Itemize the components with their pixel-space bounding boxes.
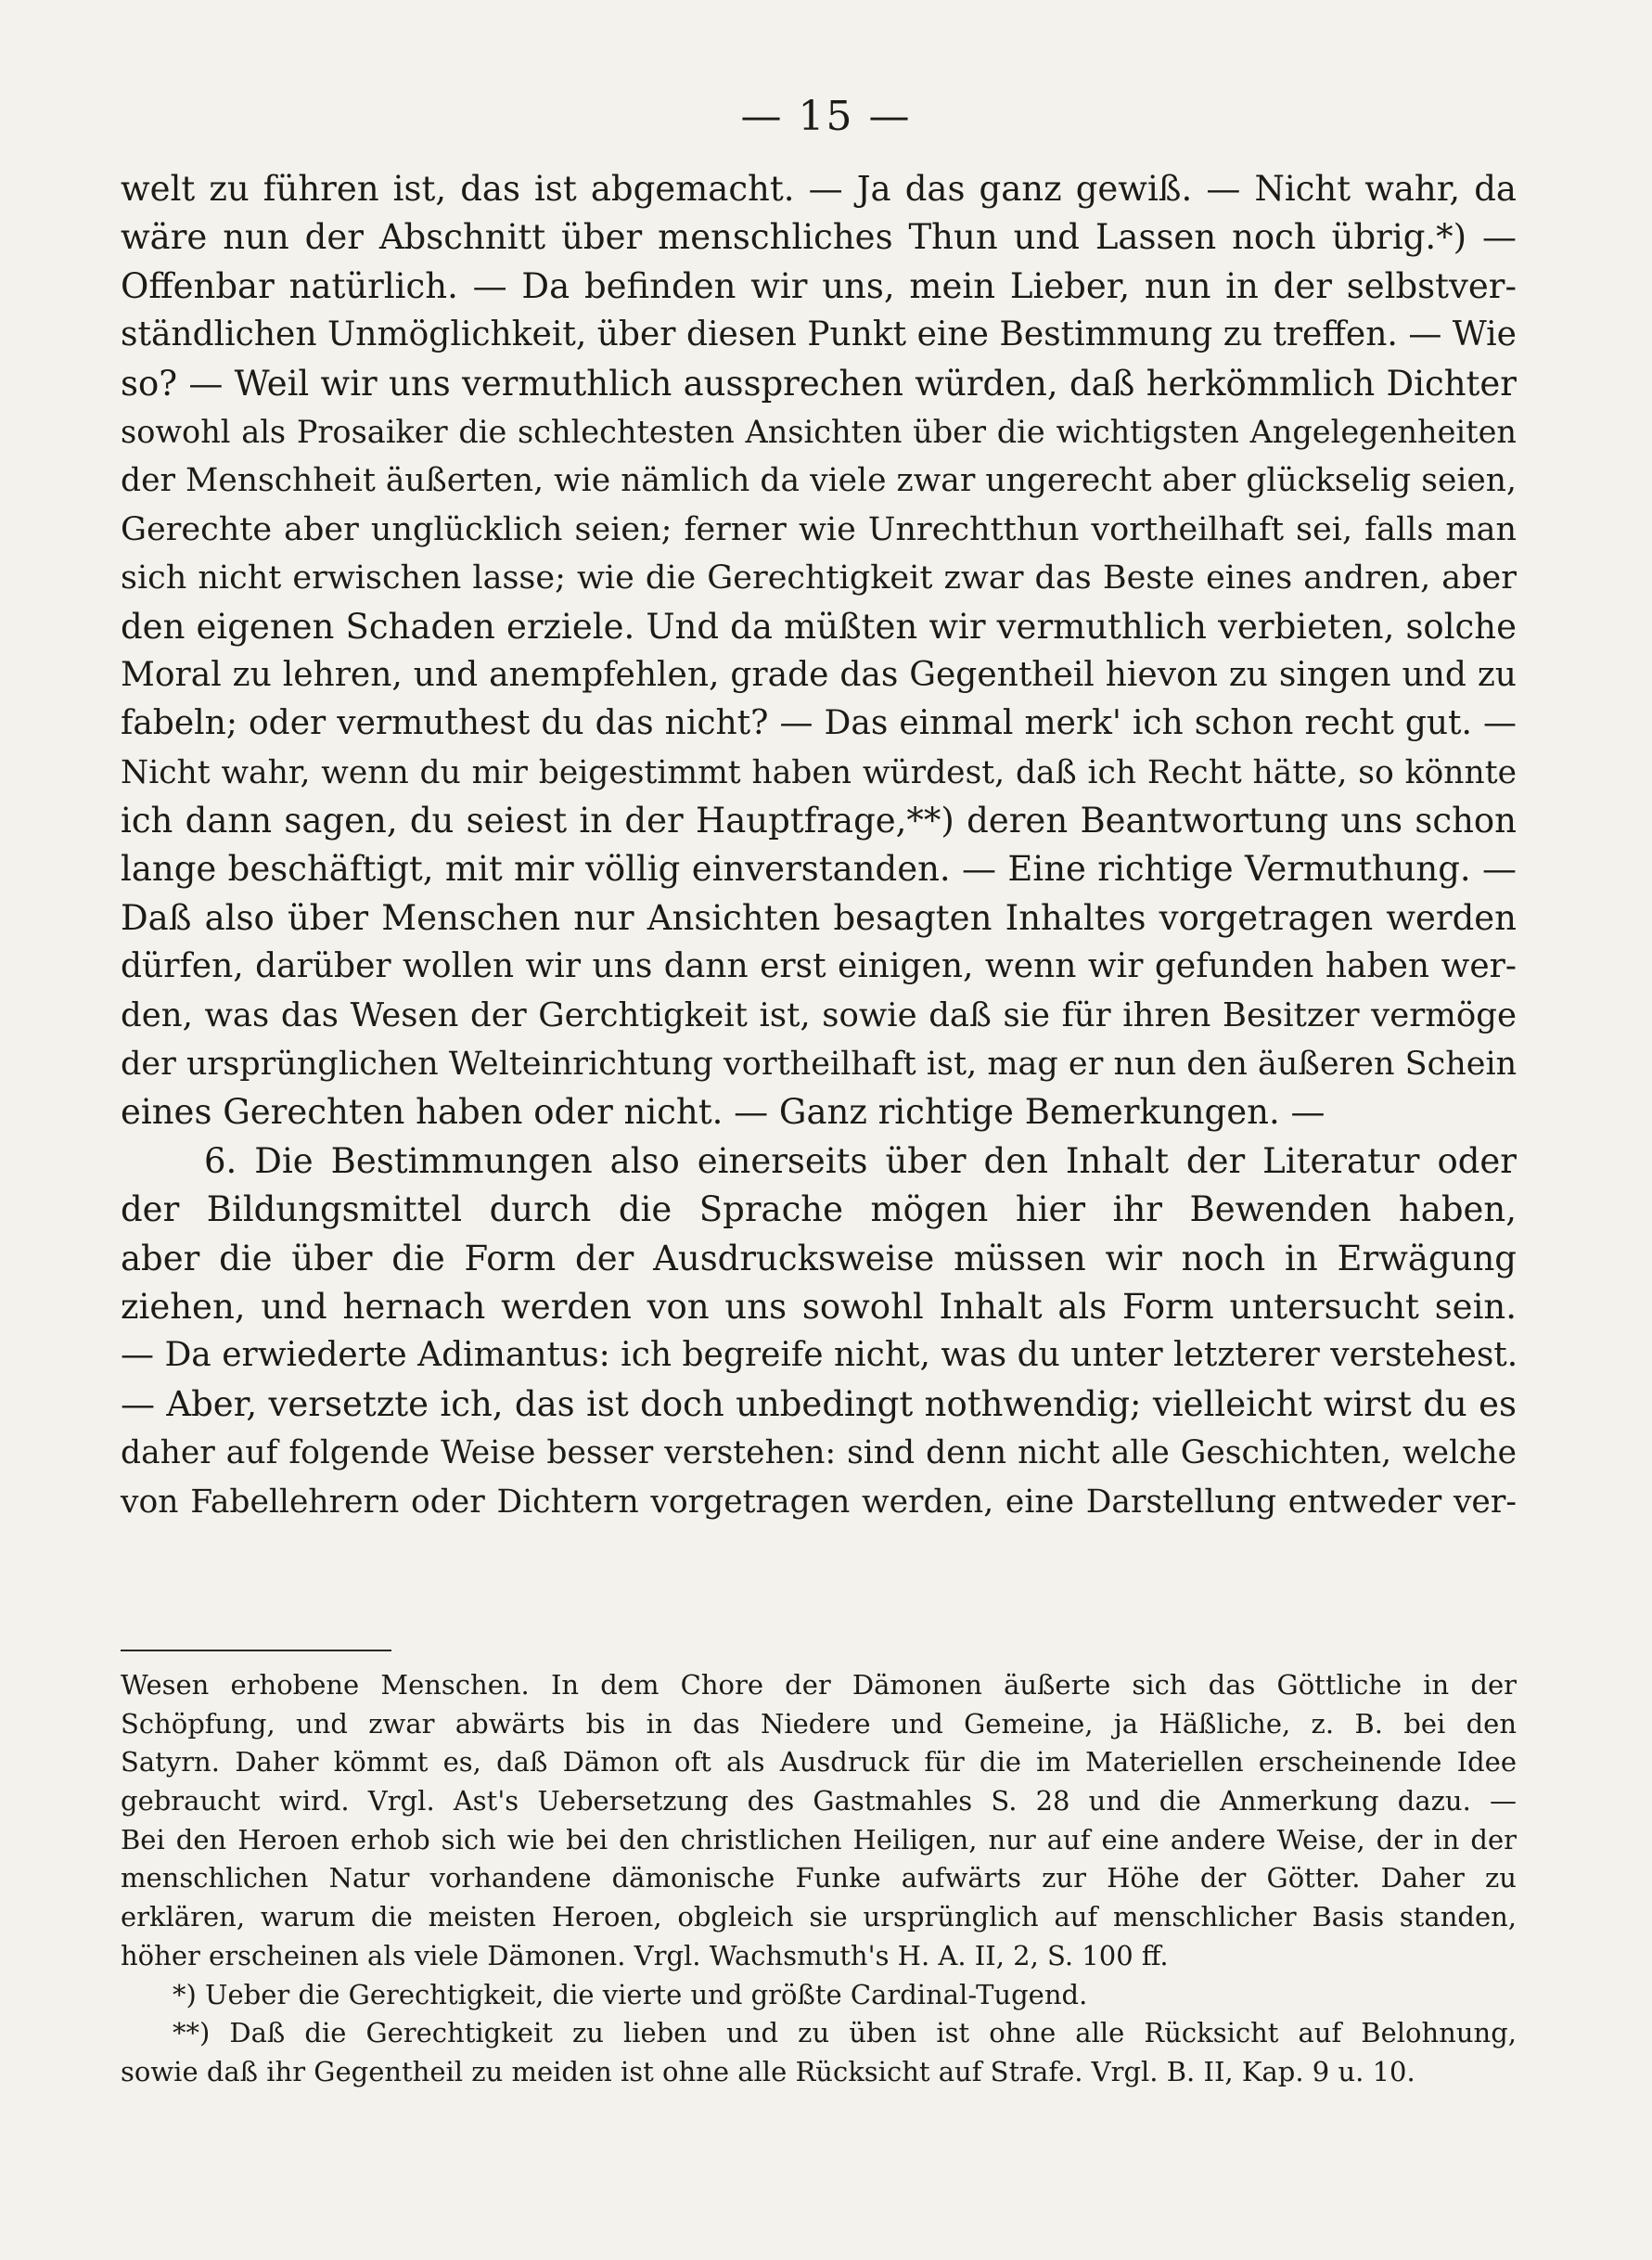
text-line: Moral zu lehren, und anempfehlen, grade das Gegentheil hievon zu singen und zu <box>121 655 1517 694</box>
text-line: sich nicht erwischen lasse; wie die Gerechtigkeit zwar das Beste eines andren, aber <box>121 559 1517 597</box>
text-line: den, was das Wesen der Gerchtigkeit ist, sowie daß sie für ihren Besitzer vermöge <box>121 995 1517 1034</box>
footnote-line: Schöpfung, und zwar abwärts bis in das Niedere und Gemeine, ja Häßliche, z. B. bei den <box>121 1707 1517 1740</box>
text-line: daher auf folgende Weise besser verstehen: sind denn nicht alle Geschichten, welche <box>121 1434 1517 1472</box>
text-line: ständlichen Unmöglichkeit, über diesen Punkt eine Bestimmung zu treffen. — Wie <box>121 315 1517 354</box>
page-number: — 15 — <box>740 93 912 140</box>
text-line: Nicht wahr, wenn du mir beigestimmt haben würdest, daß ich Recht hätte, so könnte <box>121 753 1517 791</box>
text-line: so? — Weil wir uns vermuthlich aussprechen würden, daß herkömmlich Dichter <box>121 363 1517 404</box>
text-line: aber die über die Form der Ausdrucksweise müssen wir noch in Erwägung <box>121 1238 1517 1278</box>
text-line: der Menschheit äußerten, wie nämlich da viele zwar ungerecht aber glückselig seien, <box>121 462 1517 500</box>
footnote-double-star: **) Daß die Gerechtigkeit zu lieben und zu üben ist ohne alle Rücksicht auf Belohnung, <box>173 2017 1517 2049</box>
main-text <box>121 165 1517 1526</box>
text-line: der ursprünglichen Welteinrichtung vortheilhaft ist, mag er nun den äußeren Schein <box>121 1046 1518 1084</box>
text-line: fabeln; oder vermuthest du das nicht? — Das einmal merk' ich schon recht gut. — <box>121 704 1517 743</box>
footnote-line: gebraucht wird. Vrgl. Ast's Uebersetzung des Gastmahles S. 28 und die Anmerkung dazu. — <box>121 1785 1517 1817</box>
text-line: — Aber, versetzte ich, das ist doch unbedingt nothwendig; vielleicht wirst du es <box>121 1383 1517 1424</box>
text-line: den eigenen Schaden erziele. Und da müßten wir vermuthlich verbieten, solche <box>121 606 1517 647</box>
footnote-line: erklären, warum die meisten Heroen, obgleich sie ursprünglich auf menschlicher Basis standen, <box>121 1901 1517 1933</box>
text-line: wäre nun der Abschnitt über menschliches Thun und Lassen noch übrig.*) — <box>121 217 1517 258</box>
text-line: der Bildungsmittel durch die Sprache mögen hier ihr Bewenden haben, <box>121 1189 1517 1230</box>
text-line: Offenbar natürlich. — Da befinden wir uns, mein Lieber, nun in der selbstver- <box>121 265 1517 306</box>
text-line: welt zu führen ist, das ist abgemacht. — Ja das ganz gewiß. — Nicht wahr, da <box>121 169 1517 209</box>
text-line: sowohl als Prosaiker die schlechtesten Ansichten über die wichtigsten Angelegenheiten <box>121 413 1517 450</box>
text-line: ich dann sagen, du seiest in der Hauptfrage,**) deren Beantwortung uns schon <box>121 801 1517 841</box>
text-line: dürfen, darüber wollen wir uns dann erst einigen, wenn wir gefunden haben wer- <box>121 947 1517 986</box>
footnote-line: sowie daß ihr Gegentheil zu meiden ist ohne alle Rücksicht auf Strafe. Vrgl. B. II, Kap. 9 u. 10. <box>121 2055 1415 2087</box>
footnote-line: menschlichen Natur vorhandene dämonische Funke aufwärts zur Höhe der Götter. Daher zu <box>121 1862 1517 1894</box>
footnote-single-star: *) Ueber die Gerechtigkeit, die vierte und größte Cardinal-Tugend. <box>173 1978 1088 2010</box>
text-line: Daß also über Menschen nur Ansichten besagten Inhaltes vorgetragen werden <box>121 897 1517 938</box>
text-line: ziehen, und hernach werden von uns sowohl Inhalt als Form untersucht sein. <box>121 1286 1517 1327</box>
footnote-divider <box>121 1650 391 1651</box>
footnote-line: höher erscheinen als viele Dämonen. Vrgl. Wachsmuth's H. A. II, 2, S. 100 ff. <box>121 1939 1169 1971</box>
footnote-line: Wesen erhobene Menschen. In dem Chore der Dämonen äußerte sich das Göttliche in der <box>121 1669 1517 1701</box>
text-line: 6. Die Bestimmungen also einerseits über den Inhalt der Literatur oder <box>204 1140 1517 1181</box>
footnote-line: Satyrn. Daher kömmt es, daß Dämon oft als Ausdruck für die im Materiellen erscheinende Idee <box>121 1746 1517 1778</box>
footnotes <box>121 1666 1517 2092</box>
text-line: — Da erwiederte Adimantus: ich begreife nicht, was du unter letzterer verstehest. <box>121 1336 1518 1375</box>
text-line: eines Gerechten haben oder nicht. — Ganz richtige Bemerkungen. — <box>121 1092 1325 1133</box>
footnote-line: Bei den Heroen erhob sich wie bei den christlichen Heiligen, nur auf eine andere Weise, der in der <box>121 1823 1517 1856</box>
text-line: von Fabellehrern oder Dichtern vorgetragen werden, eine Darstellung entweder ver- <box>121 1483 1517 1521</box>
text-line: Gerechte aber unglücklich seien; ferner wie Unrechtthun vortheilhaft sei, falls man <box>121 510 1517 548</box>
text-line: lange beschäftigt, mit mir völlig einverstanden. — Eine richtige Vermuthung. — <box>121 849 1517 890</box>
